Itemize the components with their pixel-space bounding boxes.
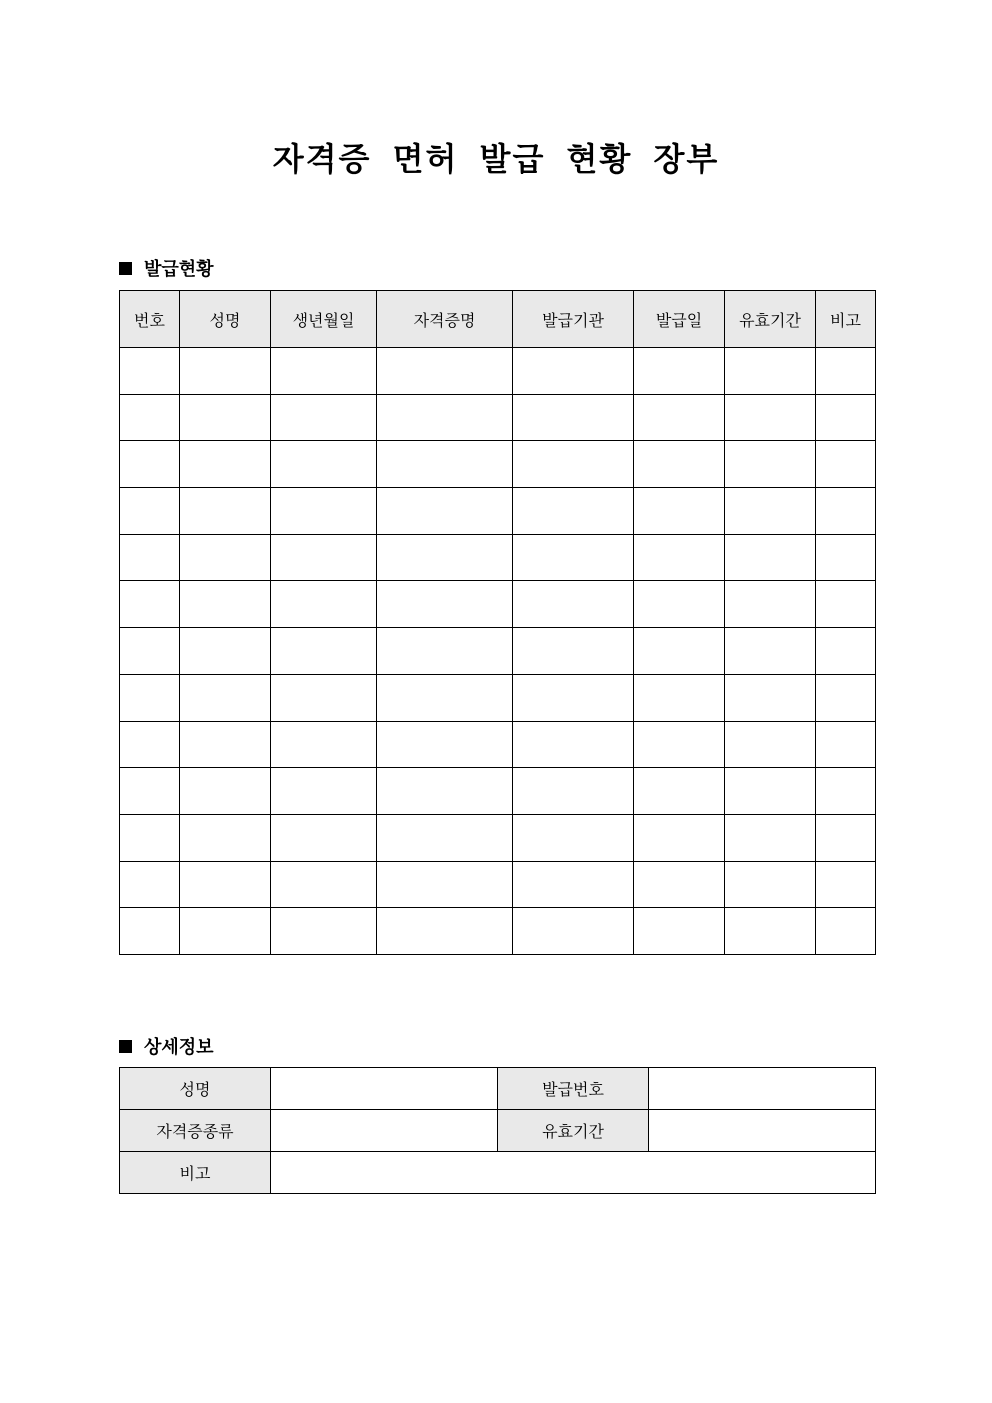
table-cell[interactable] xyxy=(816,814,876,861)
table-cell[interactable] xyxy=(725,348,816,395)
table-cell[interactable] xyxy=(377,861,513,908)
table-cell[interactable] xyxy=(725,581,816,628)
table-cell[interactable] xyxy=(120,908,180,955)
table-row xyxy=(120,908,876,955)
table-cell[interactable] xyxy=(271,628,377,675)
label-issue-number: 발급번호 xyxy=(498,1068,649,1110)
table-cell[interactable] xyxy=(180,581,271,628)
table-cell[interactable] xyxy=(180,814,271,861)
table-cell[interactable] xyxy=(634,628,725,675)
table-cell[interactable] xyxy=(271,908,377,955)
table-cell[interactable] xyxy=(180,674,271,721)
table-cell[interactable] xyxy=(725,814,816,861)
table-row xyxy=(120,814,876,861)
table-cell[interactable] xyxy=(634,394,725,441)
value-issue-number[interactable] xyxy=(649,1068,876,1110)
table-cell[interactable] xyxy=(180,441,271,488)
col-header-cert-name: 자격증명 xyxy=(377,291,513,348)
table-cell[interactable] xyxy=(180,768,271,815)
table-cell[interactable] xyxy=(634,814,725,861)
issuance-section-heading xyxy=(119,255,214,281)
table-cell[interactable] xyxy=(377,441,513,488)
table-cell[interactable] xyxy=(377,628,513,675)
square-bullet-icon xyxy=(119,262,132,275)
table-cell[interactable] xyxy=(271,768,377,815)
table-cell[interactable] xyxy=(816,721,876,768)
table-cell[interactable] xyxy=(634,861,725,908)
table-row xyxy=(120,394,876,441)
table-cell[interactable] xyxy=(377,721,513,768)
table-cell[interactable] xyxy=(120,441,180,488)
table-cell[interactable] xyxy=(725,768,816,815)
table-cell[interactable] xyxy=(634,534,725,581)
table-cell[interactable] xyxy=(180,534,271,581)
label-remarks: 비고 xyxy=(120,1152,271,1194)
table-cell[interactable] xyxy=(513,628,634,675)
table-cell[interactable] xyxy=(725,628,816,675)
table-cell[interactable] xyxy=(120,768,180,815)
table-cell[interactable] xyxy=(816,861,876,908)
table-cell[interactable] xyxy=(725,394,816,441)
value-remarks[interactable] xyxy=(271,1152,876,1194)
table-row xyxy=(120,534,876,581)
table-cell[interactable] xyxy=(725,908,816,955)
detail-row xyxy=(120,1068,876,1110)
table-cell[interactable] xyxy=(725,534,816,581)
table-cell[interactable] xyxy=(120,721,180,768)
table-cell[interactable] xyxy=(120,394,180,441)
table-cell[interactable] xyxy=(271,348,377,395)
value-validity[interactable] xyxy=(649,1110,876,1152)
value-name[interactable] xyxy=(271,1068,498,1110)
table-cell[interactable] xyxy=(816,581,876,628)
label-validity: 유효기간 xyxy=(498,1110,649,1152)
detail-heading-label: 상세정보 xyxy=(144,1037,214,1058)
detail-row xyxy=(120,1152,876,1194)
table-cell[interactable] xyxy=(271,441,377,488)
col-header-issue-date: 발급일 xyxy=(634,291,725,348)
table-cell[interactable] xyxy=(513,441,634,488)
col-header-remarks: 비고 xyxy=(816,291,876,348)
page-title: 자격증 면허 발급 현황 장부 xyxy=(272,140,720,178)
label-name: 성명 xyxy=(120,1068,271,1110)
table-cell[interactable] xyxy=(120,628,180,675)
table-cell[interactable] xyxy=(377,908,513,955)
table-cell[interactable] xyxy=(271,814,377,861)
table-cell[interactable] xyxy=(725,861,816,908)
table-cell[interactable] xyxy=(120,814,180,861)
table-cell[interactable] xyxy=(816,908,876,955)
table-cell[interactable] xyxy=(120,861,180,908)
table-header-row xyxy=(120,291,876,348)
table-cell[interactable] xyxy=(634,581,725,628)
table-row xyxy=(120,581,876,628)
table-row xyxy=(120,861,876,908)
table-cell[interactable] xyxy=(634,488,725,535)
table-cell[interactable] xyxy=(271,394,377,441)
table-row xyxy=(120,628,876,675)
table-cell[interactable] xyxy=(725,441,816,488)
table-row xyxy=(120,348,876,395)
table-cell[interactable] xyxy=(377,348,513,395)
table-cell[interactable] xyxy=(120,581,180,628)
table-cell[interactable] xyxy=(725,488,816,535)
table-cell[interactable] xyxy=(120,674,180,721)
table-row xyxy=(120,441,876,488)
table-cell[interactable] xyxy=(377,581,513,628)
table-cell[interactable] xyxy=(271,721,377,768)
detail-table xyxy=(119,1067,876,1194)
table-cell[interactable] xyxy=(634,768,725,815)
table-cell[interactable] xyxy=(634,441,725,488)
table-cell[interactable] xyxy=(271,581,377,628)
table-cell[interactable] xyxy=(180,628,271,675)
table-cell[interactable] xyxy=(271,488,377,535)
table-cell[interactable] xyxy=(816,628,876,675)
table-cell[interactable] xyxy=(634,908,725,955)
table-row xyxy=(120,674,876,721)
table-cell[interactable] xyxy=(180,721,271,768)
table-cell[interactable] xyxy=(816,394,876,441)
table-cell[interactable] xyxy=(513,814,634,861)
table-cell[interactable] xyxy=(634,674,725,721)
table-cell[interactable] xyxy=(513,768,634,815)
table-cell[interactable] xyxy=(377,768,513,815)
table-cell[interactable] xyxy=(513,908,634,955)
table-cell[interactable] xyxy=(377,674,513,721)
detail-row xyxy=(120,1110,876,1152)
table-cell[interactable] xyxy=(513,674,634,721)
table-cell[interactable] xyxy=(816,441,876,488)
table-cell[interactable] xyxy=(816,348,876,395)
table-cell[interactable] xyxy=(513,348,634,395)
table-cell[interactable] xyxy=(513,488,634,535)
table-cell[interactable] xyxy=(725,721,816,768)
table-cell[interactable] xyxy=(513,534,634,581)
table-cell[interactable] xyxy=(816,534,876,581)
table-cell[interactable] xyxy=(271,534,377,581)
table-cell[interactable] xyxy=(513,394,634,441)
col-header-issuer: 발급기관 xyxy=(513,291,634,348)
table-cell[interactable] xyxy=(377,488,513,535)
table-cell[interactable] xyxy=(816,488,876,535)
table-cell[interactable] xyxy=(120,348,180,395)
table-cell[interactable] xyxy=(816,768,876,815)
table-cell[interactable] xyxy=(634,348,725,395)
col-header-birthdate: 생년월일 xyxy=(271,291,377,348)
table-row xyxy=(120,721,876,768)
table-cell[interactable] xyxy=(120,488,180,535)
table-cell[interactable] xyxy=(180,394,271,441)
table-cell[interactable] xyxy=(271,674,377,721)
value-cert-type[interactable] xyxy=(271,1110,498,1152)
col-header-number: 번호 xyxy=(120,291,180,348)
table-cell[interactable] xyxy=(634,721,725,768)
table-cell[interactable] xyxy=(816,674,876,721)
table-cell[interactable] xyxy=(180,861,271,908)
col-header-name: 성명 xyxy=(180,291,271,348)
table-cell[interactable] xyxy=(120,534,180,581)
table-cell[interactable] xyxy=(377,394,513,441)
issuance-table xyxy=(119,290,876,955)
table-cell[interactable] xyxy=(377,534,513,581)
table-cell[interactable] xyxy=(513,861,634,908)
table-row xyxy=(120,488,876,535)
table-cell[interactable] xyxy=(180,348,271,395)
col-header-validity: 유효기간 xyxy=(725,291,816,348)
table-cell[interactable] xyxy=(725,674,816,721)
table-cell[interactable] xyxy=(180,908,271,955)
detail-section-heading xyxy=(119,1033,214,1059)
table-cell[interactable] xyxy=(271,861,377,908)
table-cell[interactable] xyxy=(377,814,513,861)
table-cell[interactable] xyxy=(513,581,634,628)
table-row xyxy=(120,768,876,815)
table-cell[interactable] xyxy=(180,488,271,535)
table-cell[interactable] xyxy=(513,721,634,768)
square-bullet-icon xyxy=(119,1040,132,1053)
label-cert-type: 자격증종류 xyxy=(120,1110,271,1152)
issuance-heading-label: 발급현황 xyxy=(144,259,214,280)
